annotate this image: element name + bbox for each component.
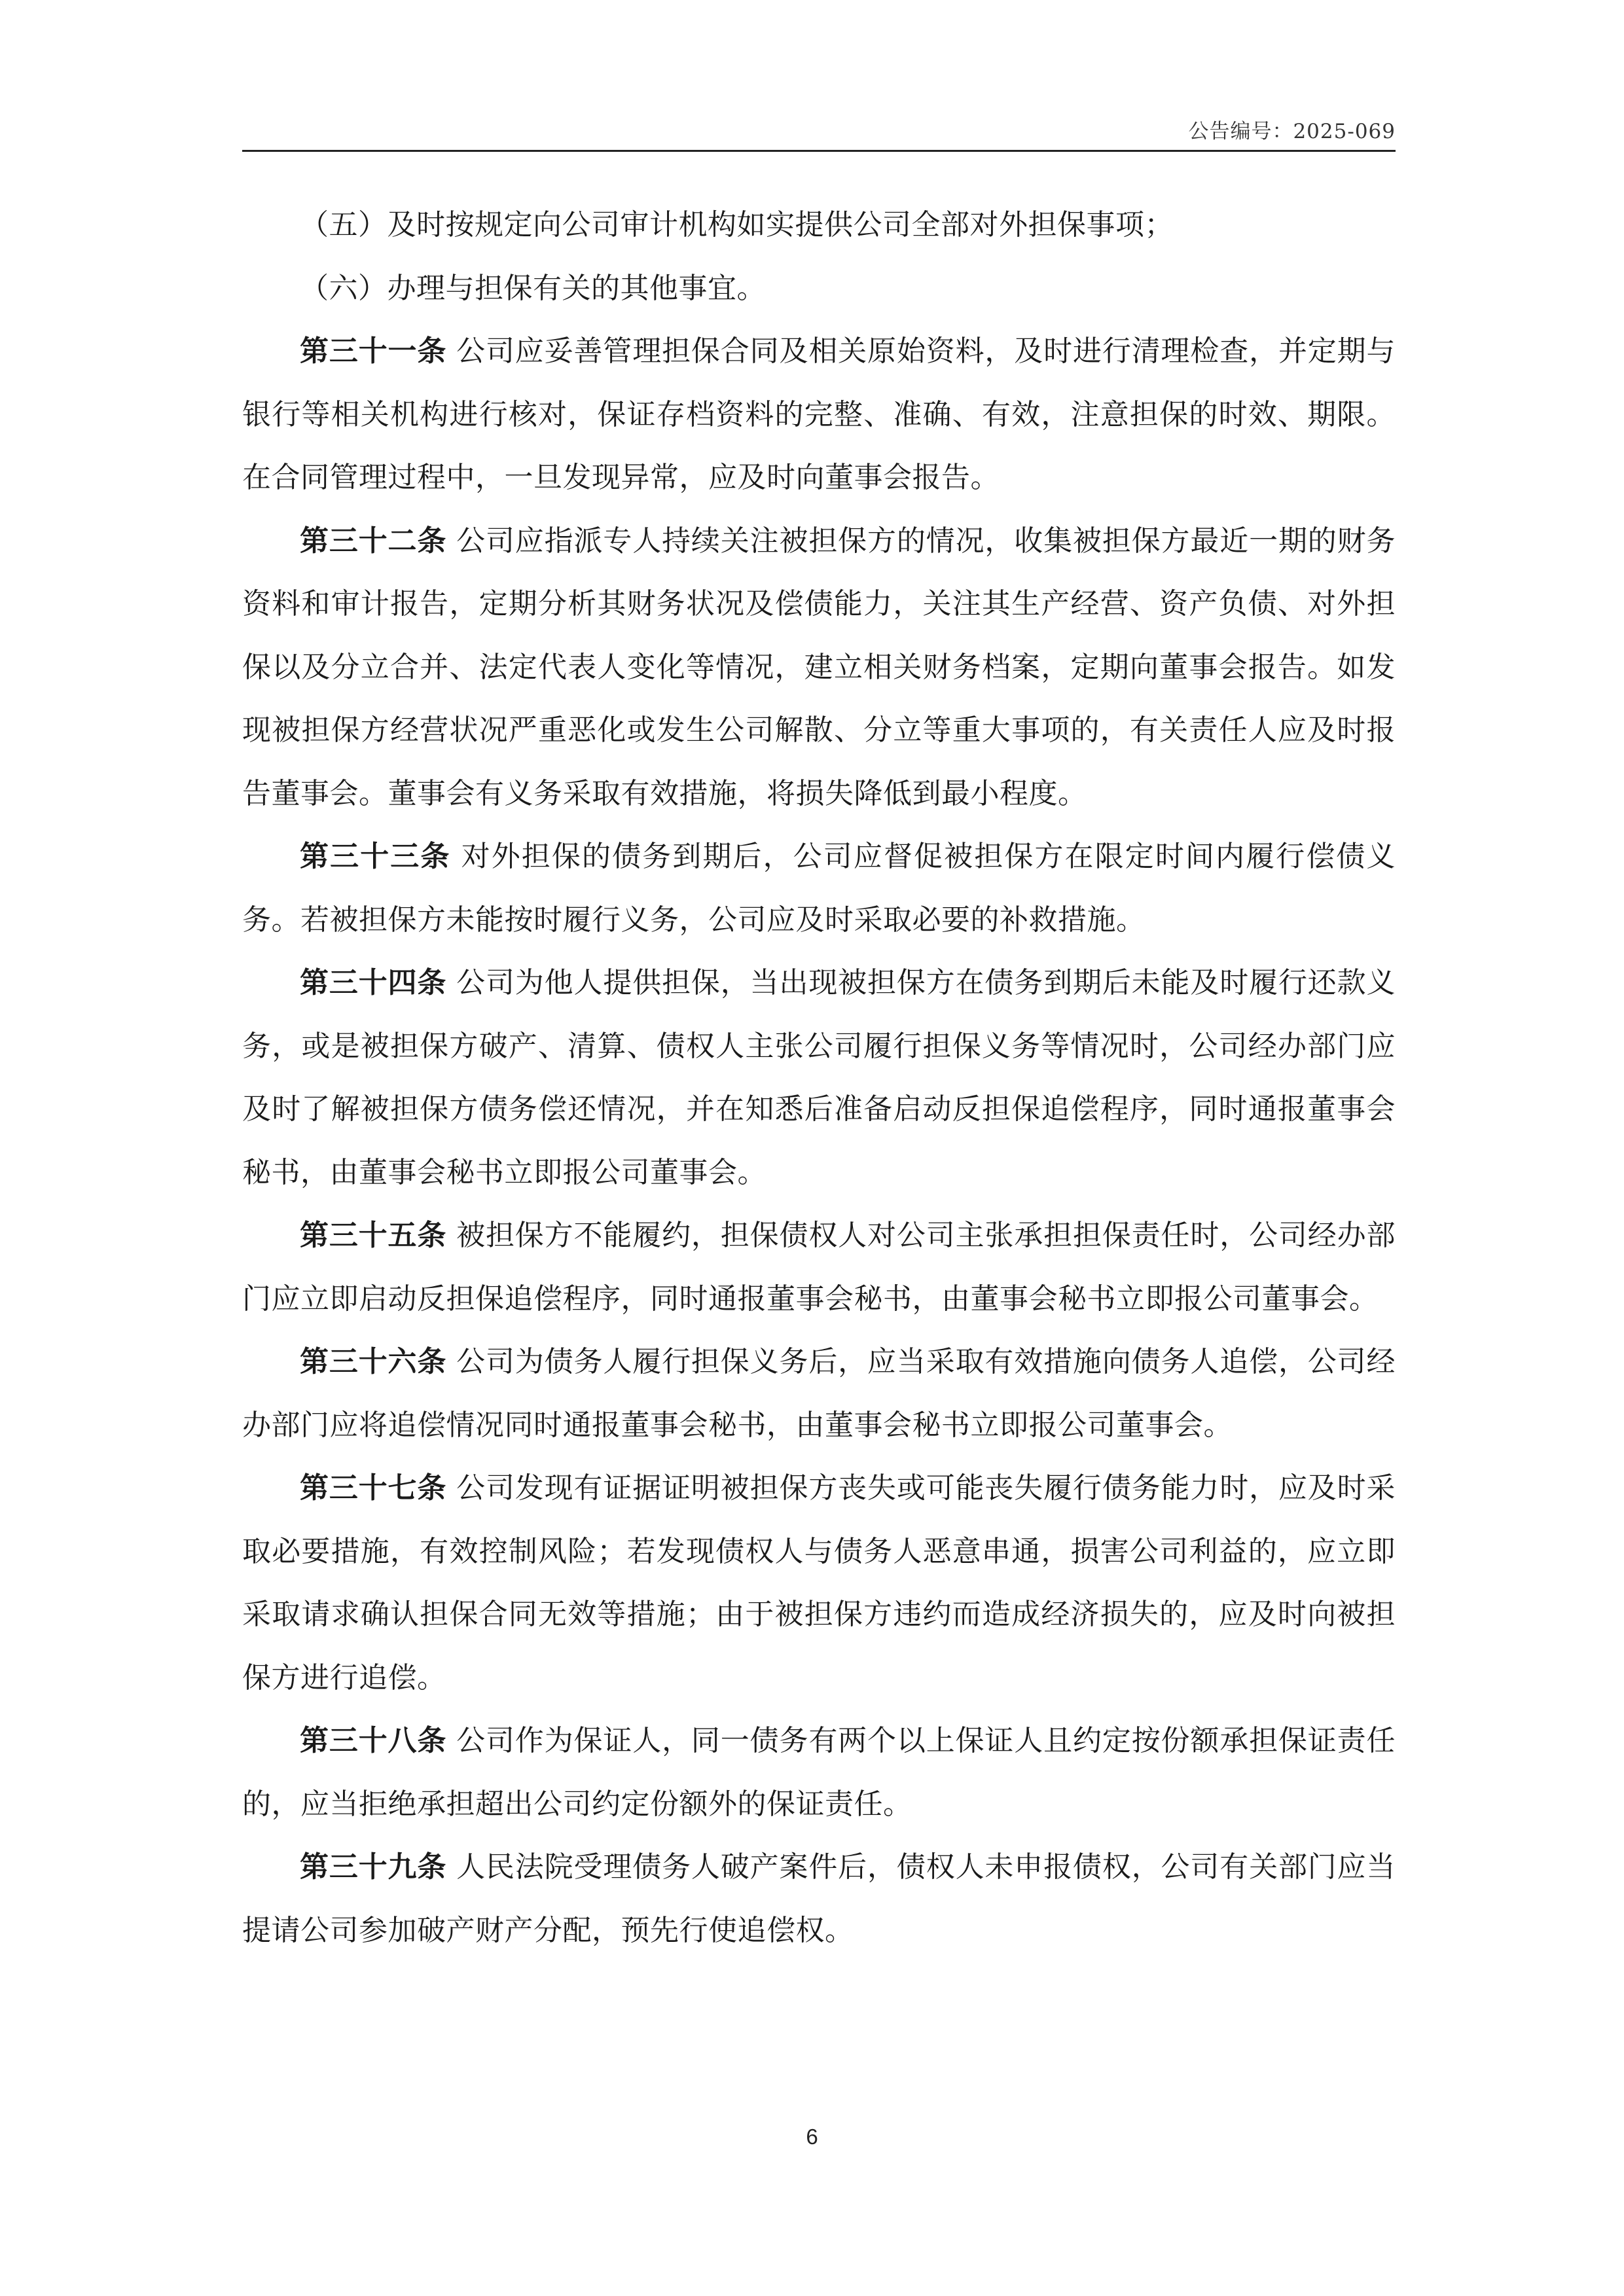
- article-text: 对外担保的债务到期后，公司应督促被担保方在限定时间内履行偿债义务。若被担保方未能按时履行义务，公司应及时采取必要的补救措施。: [242, 840, 1396, 937]
- article-34: [242, 952, 1396, 1204]
- article-number: 第三十九条: [300, 1850, 447, 1884]
- article-number: 第三十七条: [300, 1471, 447, 1505]
- page-header: [242, 0, 1396, 152]
- article-text: 公司发现有证据证明被担保方丧失或可能丧失履行债务能力时，应及时采取必要措施，有效控制风险；若发现债权人与债务人恶意串通，损害公司利益的，应立即采取请求确认担保合同无效等措施；由于被担保方违约而造成经济损失的，应及时向被担保方进行追偿。: [242, 1471, 1396, 1695]
- article-number: 第三十八条: [300, 1724, 447, 1757]
- article-text: 公司作为保证人，同一债务有两个以上保证人且约定按份额承担保证责任的，应当拒绝承担超出公司约定份额外的保证责任。: [242, 1724, 1396, 1821]
- paragraph-text: （六）办理与担保有关的其他事宜。: [300, 271, 766, 305]
- article-31: [242, 320, 1396, 510]
- article-text: 公司应指派专人持续关注被担保方的情况，收集被担保方最近一期的财务资料和审计报告，定期分析其财务状况及偿债能力，关注其生产经营、资产负债、对外担保以及分立合并、法定代表人变化等情况，建立相关财务档案，定期向董事会报告。如发现被担保方经营状况严重恶化或发生公司解散、分立等重大事项的，有关责任人应及时报告董事会。董事会有义务采取有效措施，将损失降低到最小程度。: [242, 524, 1396, 810]
- article-text: 公司为债务人履行担保义务后，应当采取有效措施向债务人追偿，公司经办部门应将追偿情况同时通报董事会秘书，由董事会秘书立即报公司董事会。: [242, 1345, 1396, 1442]
- article-number: 第三十四条: [300, 966, 447, 999]
- article-text: 公司应妥善管理担保合同及相关原始资料，及时进行清理检查，并定期与银行等相关机构进行核对，保证存档资料的完整、准确、有效，注意担保的时效、期限。在合同管理过程中，一旦发现异常，应及时向董事会报告。: [242, 334, 1396, 494]
- article-35: [242, 1204, 1396, 1331]
- paragraph-item-6: [242, 257, 1396, 321]
- article-33: [242, 825, 1396, 952]
- document-body: [242, 194, 1396, 1962]
- page-number: 6: [806, 2125, 818, 2149]
- article-37: [242, 1457, 1396, 1710]
- article-36: [242, 1331, 1396, 1457]
- article-number: 第三十三条: [300, 840, 451, 873]
- announcement-number: 公告编号：2025-069: [1188, 120, 1396, 143]
- article-text: 公司为他人提供担保，当出现被担保方在债务到期后未能及时履行还款义务，或是被担保方破产、清算、债权人主张公司履行担保义务等情况时，公司经办部门应及时了解被担保方债务偿还情况，并在知悉后准备启动反担保追偿程序，同时通报董事会秘书，由董事会秘书立即报公司董事会。: [242, 966, 1396, 1189]
- article-38: [242, 1710, 1396, 1836]
- article-number: 第三十二条: [300, 524, 447, 558]
- article-39: [242, 1836, 1396, 1962]
- article-number: 第三十一条: [300, 334, 447, 368]
- article-number: 第三十五条: [300, 1219, 447, 1252]
- article-text: 人民法院受理债务人破产案件后，债权人未申报债权，公司有关部门应当提请公司参加破产财产分配，预先行使追偿权。: [242, 1850, 1396, 1947]
- article-text: 被担保方不能履约，担保债权人对公司主张承担担保责任时，公司经办部门应立即启动反担保追偿程序，同时通报董事会秘书，由董事会秘书立即报公司董事会。: [242, 1219, 1396, 1316]
- article-number: 第三十六条: [300, 1345, 447, 1378]
- article-32: [242, 510, 1396, 826]
- paragraph-text: （五）及时按规定向公司审计机构如实提供公司全部对外担保事项；: [300, 208, 1174, 242]
- paragraph-item-5: [242, 194, 1396, 257]
